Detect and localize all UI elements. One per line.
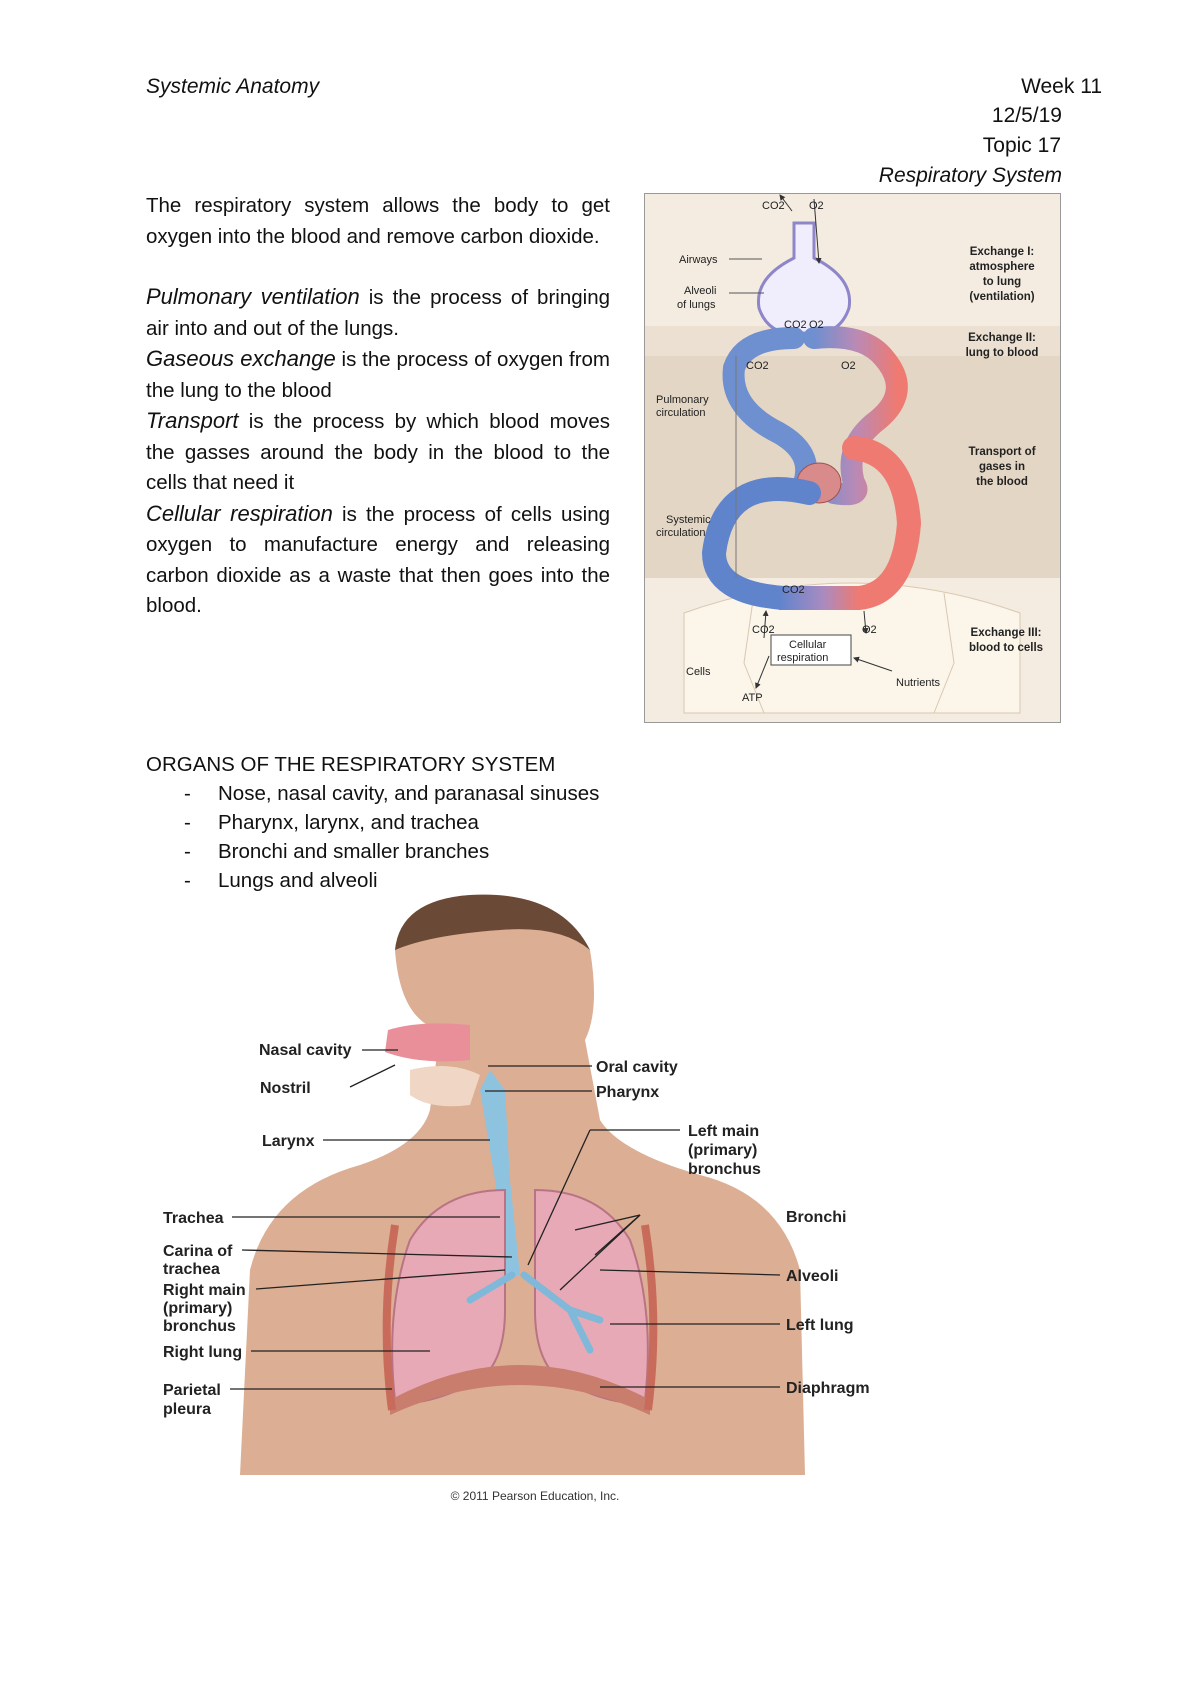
pharynx-label: Pharynx — [596, 1084, 660, 1101]
carina-label-2: trachea — [163, 1261, 220, 1278]
exchange1-label-1: Exchange I: — [969, 246, 1035, 258]
definition-term: Cellular respiration — [146, 500, 333, 526]
course-title: Systemic Anatomy — [146, 75, 320, 98]
left-main-label-3: bronchus — [688, 1161, 761, 1178]
definition-term: Transport — [146, 408, 239, 433]
organs-heading: ORGANS OF THE RESPIRATORY SYSTEM — [146, 753, 556, 776]
transport-label-1: Transport of — [968, 446, 1036, 458]
left-lung-label: Left lung — [786, 1317, 854, 1334]
right-main-label-3: bronchus — [163, 1318, 236, 1335]
subject-label: Respiratory System — [878, 164, 1062, 187]
alveoli-label-1: Alveoli — [684, 285, 717, 297]
atp-label: ATP — [742, 692, 763, 704]
nostril-leader — [350, 1065, 395, 1087]
date-label: 12/5/19 — [991, 104, 1062, 127]
definition-text: is the process of cells using oxygen to manufacture energy and releasing carbon dioxide as a waste that then goes into the blood. — [146, 502, 610, 617]
definition-cellular — [146, 499, 610, 622]
exchange3-label-1: Exchange III: — [970, 627, 1042, 639]
exchange1-label-4: (ventilation) — [969, 291, 1035, 303]
copyright-text: © 2011 Pearson Education, Inc. — [450, 1489, 620, 1503]
trachea-label: Trachea — [163, 1210, 224, 1227]
systemic-label-1: Systemic — [666, 514, 711, 526]
pulm-co2-label: CO2 — [746, 360, 769, 372]
top-o2-label: O2 — [809, 200, 824, 212]
topic-label: Topic 17 — [982, 134, 1061, 157]
nasal-cavity-shape — [385, 1023, 470, 1061]
pulm-o2-label: O2 — [841, 360, 856, 372]
nasal-cavity-label: Nasal cavity — [259, 1042, 352, 1059]
right-main-label-2: (primary) — [163, 1300, 233, 1317]
intro-paragraph: The respiratory system allows the body to get oxygen into the blood and remove carbon dioxide. — [146, 194, 610, 248]
cells-label: Cells — [686, 666, 711, 678]
oral-cavity-label: Oral cavity — [596, 1059, 678, 1076]
cell-co2-label: CO2 — [752, 624, 775, 636]
definition-transport — [146, 406, 610, 499]
diaphragm-label: Diaphragm — [786, 1380, 870, 1397]
top-co2-label: CO2 — [762, 200, 785, 212]
list-item: - Nose, nasal cavity, and paranasal sinuses — [146, 779, 846, 808]
definition-text: is the process by which blood moves the gasses around the body in the blood to the cells that need it — [146, 410, 610, 494]
alveoli-label-2: of lungs — [677, 299, 716, 311]
right-main-label-1: Right main — [163, 1282, 246, 1299]
right-lung-label: Right lung — [163, 1344, 243, 1361]
exchange1-label-3: to lung — [982, 276, 1022, 288]
alveolus-co2-label: CO2 — [784, 319, 807, 331]
pulmonary-label-1: Pulmonary — [656, 394, 709, 406]
list-item: - Bronchi and smaller branches — [146, 837, 846, 866]
list-item: - Lungs and alveoli — [146, 866, 846, 895]
respiratory-anatomy-figure — [0, 890, 1200, 1510]
bronchi-label: Bronchi — [786, 1209, 847, 1226]
larynx-label: Larynx — [262, 1133, 315, 1150]
alveolus-o2-label: O2 — [809, 319, 824, 331]
transport-label-2: gases in — [978, 461, 1026, 473]
definition-term: Pulmonary ventilation — [146, 284, 360, 309]
carina-label-1: Carina of — [163, 1243, 233, 1260]
organs-section — [146, 750, 846, 895]
list-item: - Pharynx, larynx, and trachea — [146, 808, 846, 837]
exchange2-label-1: Exchange II: — [968, 332, 1036, 344]
alveoli-label: Alveoli — [786, 1268, 839, 1285]
transport-label-3: the blood — [976, 476, 1028, 488]
exchange3-label-2: blood to cells — [968, 642, 1044, 654]
definition-term: Gaseous exchange — [146, 346, 336, 371]
definition-text: is the process of oxygen from the lung to the blood — [146, 348, 610, 402]
parietal-label-1: Parietal — [163, 1382, 221, 1399]
cell-o2-label: O2 — [862, 624, 877, 636]
oral-cavity-shape — [410, 1066, 480, 1106]
exchange1-label-2: atmosphere — [969, 261, 1035, 273]
parietal-label-2: pleura — [163, 1401, 212, 1418]
week-label: Week 11 — [1021, 75, 1102, 98]
definition-text: is the process of bringing air into and out of the lungs. — [146, 286, 610, 340]
cellular-label-2: respiration — [777, 652, 829, 664]
nostril-label: Nostril — [260, 1080, 311, 1097]
exchange2-label-2: lung to blood — [965, 347, 1039, 359]
pulmonary-label-2: circulation — [656, 407, 706, 419]
definition-pulmonary — [146, 282, 610, 344]
sys-co2-label: CO2 — [782, 584, 805, 596]
systemic-label-2: circulation — [656, 527, 706, 539]
nutrients-label: Nutrients — [896, 677, 941, 689]
definition-gaseous — [146, 344, 610, 406]
left-main-label-2: (primary) — [688, 1142, 758, 1159]
intro-and-definitions — [146, 191, 610, 622]
cellular-label-1: Cellular — [789, 639, 827, 651]
organs-list — [146, 779, 846, 895]
left-main-label-1: Left main — [688, 1123, 760, 1140]
torso-silhouette — [240, 895, 805, 1475]
airways-label: Airways — [679, 254, 718, 266]
gas-exchange-figure — [644, 193, 1061, 723]
